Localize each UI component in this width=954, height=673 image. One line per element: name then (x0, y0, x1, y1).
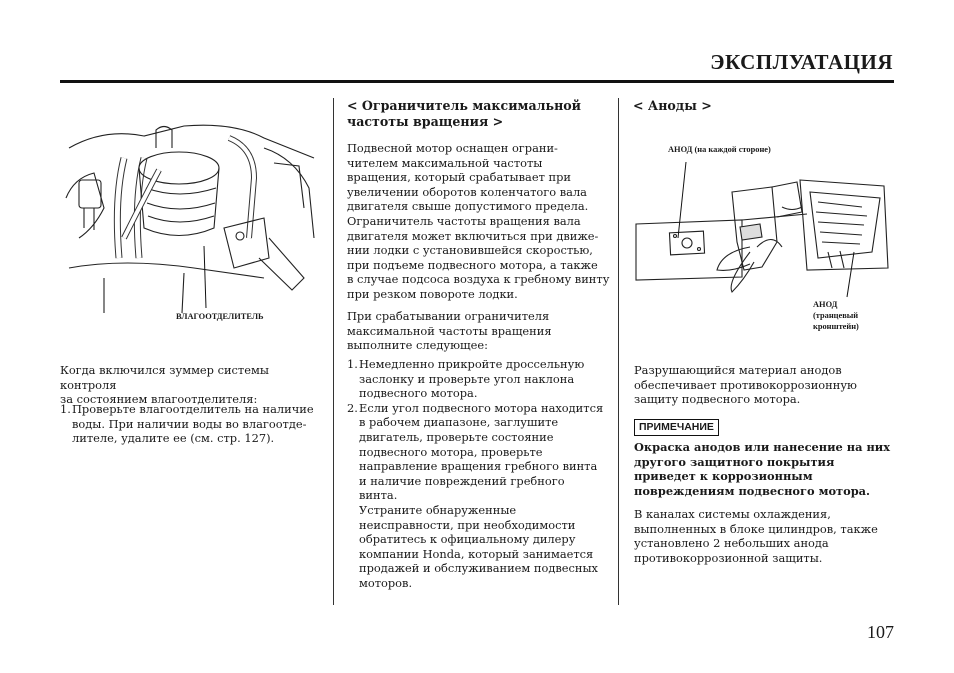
para-line: двигателя может включиться при движе- (347, 228, 599, 243)
para-line: вращения, который срабатывает при (347, 170, 571, 185)
heading-line: < Ограничитель максимальной (347, 98, 582, 113)
para-line: В каналах системы охлаждения, (634, 507, 831, 521)
left-intro (60, 363, 322, 407)
list-number: 1. (347, 357, 358, 371)
label-line: (транцевый (813, 311, 859, 320)
list-line: заслонку и проверьте угол наклона (359, 371, 575, 386)
middle-para2 (347, 309, 611, 353)
left-intro-line: за состоянием влагоотделителя: (60, 392, 258, 407)
list-line: двигатель, проверьте состояние (359, 429, 554, 444)
list-line: и наличие повреждений гребного (359, 473, 565, 488)
page-number: 107 (867, 622, 894, 642)
para-line: Ограничитель частоты вращения вала (347, 213, 581, 228)
para-line: нии лодки с установившейся скоростью, (347, 243, 593, 258)
list-line: направление вращения гребного винта (359, 459, 598, 474)
label-line: АНОД (813, 300, 838, 309)
note-line: Окраска анодов или нанесение на них (634, 440, 891, 454)
left-list (60, 402, 322, 446)
para-line: выполните следующее: (347, 338, 488, 353)
note-bold-text (634, 440, 896, 498)
list-line: неисправности, при необходимости (359, 517, 576, 532)
anodes-heading: < Аноды > (633, 98, 712, 113)
para-line: выполненных в блоке цилиндров, также (634, 521, 878, 536)
water-separator-label: ВЛАГООТДЕЛИТЕЛЬ (176, 312, 264, 321)
para-line: при подъеме подвесного мотора, а также (347, 257, 598, 272)
para-line: максимальной частоты вращения (347, 323, 552, 338)
note-line: приведет к коррозионным (634, 469, 813, 484)
left-intro-line: Когда включился зуммер системы контроля (60, 363, 269, 392)
para-line: защиту подвесного мотора. (634, 392, 801, 407)
para-line: в случае подсоса воздуха к гребному винту (347, 272, 610, 287)
water-separator-illustration (64, 118, 324, 318)
list-line: подвесного мотора, проверьте (359, 444, 543, 459)
label-line: кронштейн) (813, 322, 859, 331)
list-line: продажей и обслуживанием подвесных (359, 561, 598, 576)
list-line: Немедленно прикройте дроссельную (359, 357, 585, 371)
list-line: воды. При наличии воды во влагоотде- (72, 416, 307, 431)
para-line: При срабатывании ограничителя (347, 309, 550, 323)
list-number: 2. (347, 400, 358, 415)
note-line: повреждениям подвесного мотора. (634, 483, 871, 498)
note-badge: ПРИМЕЧАНИЕ (634, 419, 719, 436)
anode-bottom-label (813, 299, 859, 332)
list-line: Проверьте влагоотделитель на наличие (72, 402, 314, 416)
note-line: другого защитного покрытия (634, 454, 835, 469)
column-divider-right (618, 98, 619, 605)
para-line: двигателя свыше допустимого предела. (347, 199, 589, 214)
anode-top-label: АНОД (на каждой стороне) (668, 145, 771, 154)
para-line: увеличении оборотов коленчатого вала (347, 184, 587, 199)
column-divider-left (333, 98, 334, 605)
para-line: чителем максимальной частоты (347, 155, 543, 170)
para-line: Разрушающийся материал анодов (634, 363, 842, 377)
right-para1 (634, 363, 894, 407)
anodes-illustration (632, 152, 894, 302)
list-item (347, 401, 611, 591)
list-number: 1. (60, 402, 71, 416)
rev-limiter-heading (347, 98, 609, 130)
list-line: моторов. (359, 575, 413, 590)
header-rule (60, 80, 894, 83)
list-item (347, 357, 611, 401)
para-line: при резком повороте лодки. (347, 286, 518, 301)
para-line: противокоррозионной защиты. (634, 550, 823, 565)
list-line: Если угол подвесного мотора находится (359, 400, 604, 415)
para-line: установлено 2 небольших анода (634, 536, 829, 551)
heading-line: частоты вращения > (347, 114, 504, 129)
list-line: подвесного мотора. (359, 386, 478, 401)
list-line: в рабочем диапазоне, заглушите (359, 415, 559, 430)
right-para2 (634, 507, 896, 565)
middle-para1 (347, 141, 611, 302)
list-line: Устраните обнаруженные (359, 502, 517, 517)
list-line: винта. (359, 488, 398, 503)
page-title: ЭКСПЛУАТАЦИЯ (710, 50, 893, 74)
list-line: лителе, удалите ее (см. стр. 127). (72, 431, 275, 446)
list-line: компании Honda, который занимается (359, 546, 594, 561)
list-line: обратитесь к официальному дилеру (359, 532, 576, 547)
para-line: обеспечивает противокоррозионную (634, 377, 857, 392)
middle-list (347, 357, 611, 591)
para-line: Подвесной мотор оснащен ограни- (347, 141, 558, 155)
